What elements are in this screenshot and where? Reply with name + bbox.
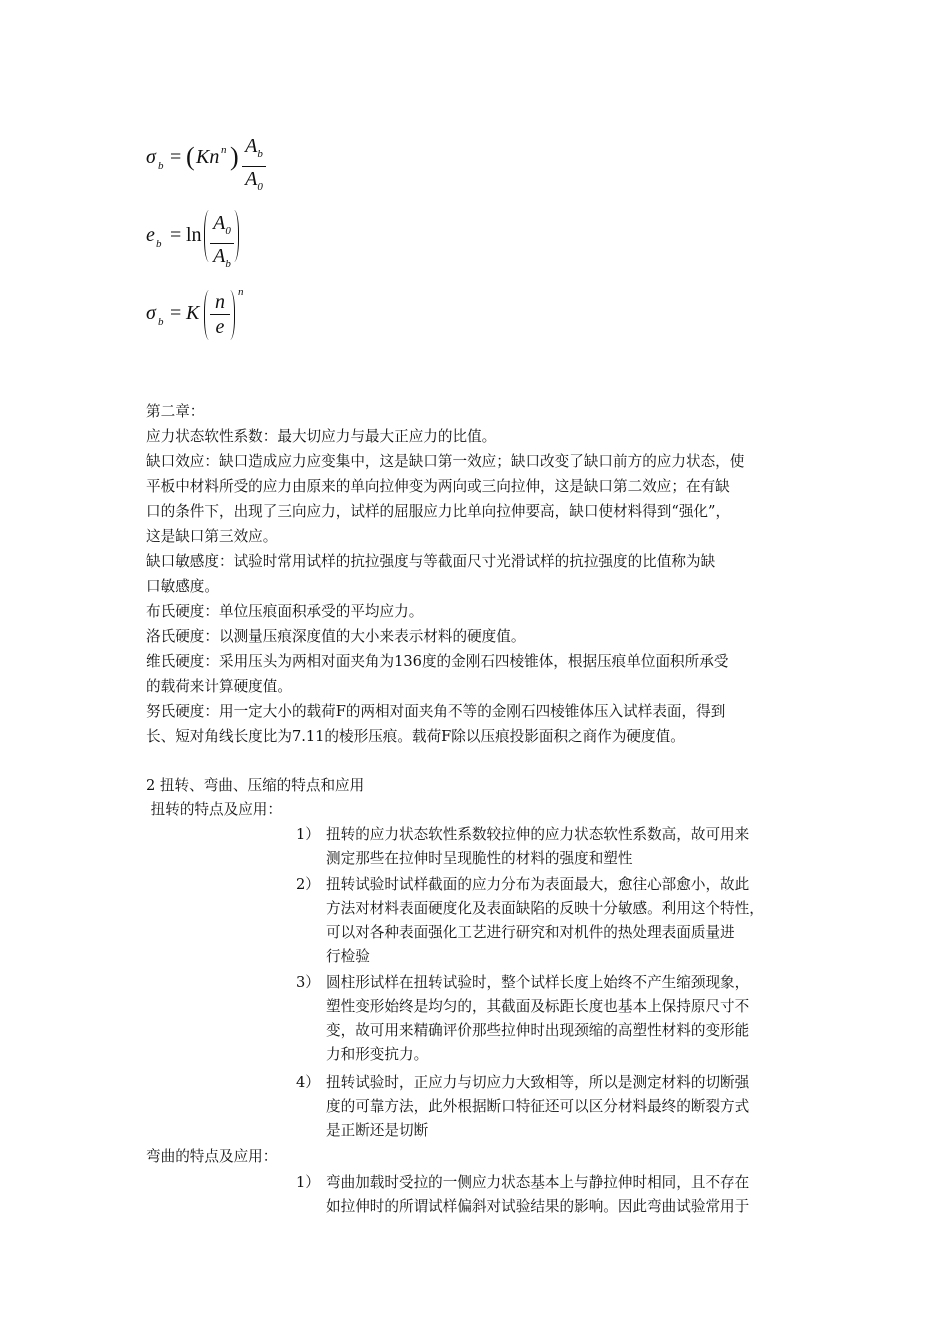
list-item-line: 测定那些在拉伸时呈现脆性的材料的强度和塑性	[326, 850, 633, 867]
fraction-numerator: n	[215, 291, 225, 313]
list-item-line: 扭转的应力状态软性系数较拉伸的应力状态软性系数高，故可用来	[326, 826, 750, 843]
list-item-line: 是正断还是切断	[326, 1122, 429, 1139]
fraction-numerator-sub: 0	[225, 225, 231, 237]
formula-fraction	[210, 212, 234, 275]
formula-instability-stress	[146, 286, 286, 346]
list-number: 1）	[296, 1174, 320, 1191]
fraction-numerator: A	[213, 212, 226, 234]
fraction-bar	[210, 243, 234, 244]
definition-line: 努氏硬度：用一定大小的载荷F的两相对面夹角不等的金刚石四棱锥体压入试样表面，得到	[146, 703, 726, 720]
definition-line: 平板中材料所受的应力由原来的单向拉伸变为两向或三向拉伸，这是缺口第二效应；在有缺	[146, 478, 730, 495]
formula-eq: =	[170, 146, 182, 168]
formula-fraction	[210, 291, 230, 338]
list-number: 3）	[296, 974, 320, 991]
formula-lhs: σ	[146, 146, 156, 168]
definition-line: 洛氏硬度：以测量压痕深度值的大小来表示材料的硬度值。	[146, 628, 526, 645]
list-item-line: 如拉伸时的所谓试样偏斜对试验结果的影响。因此弯曲试验常用于	[326, 1198, 750, 1215]
torsion-heading: 扭转的特点及应用：	[146, 801, 282, 818]
list-item-line: 扭转试验时，正应力与切应力大致相等，所以是测定材料的切断强	[326, 1074, 750, 1091]
formula-paren-right	[234, 210, 239, 262]
chapter-heading: 第二章：	[146, 403, 205, 420]
formula-lhs-sub: b	[156, 238, 162, 250]
formula-eq: =	[170, 224, 182, 246]
formula-true-strain	[146, 210, 286, 270]
list-item-line: 度的可靠方法，此外根据断口特征还可以区分材料最终的断裂方式	[326, 1098, 750, 1115]
formula-fraction	[242, 135, 266, 198]
definition-line: 的载荷来计算硬度值。	[146, 678, 292, 695]
formula-lhs-sub: b	[158, 316, 164, 328]
fraction-denominator-sub: 0	[257, 181, 263, 193]
formula-lhs-sub: b	[158, 160, 164, 172]
list-item-line: 力和形变抗力。	[326, 1046, 429, 1063]
formula-ln: ln	[186, 224, 202, 246]
definition-line: 长、短对角线长度比为7.11的棱形压痕。载荷F除以压痕投影面积之商作为硬度值。	[146, 728, 685, 745]
section-title: 2 扭转、弯曲、压缩的特点和应用	[146, 777, 365, 794]
list-item-line: 扭转试验时试样截面的应力分布为表面最大，愈往心部愈小，故此	[326, 876, 750, 893]
formula-paren-left	[204, 210, 209, 262]
list-item-line: 变，故可用来精确评价那些拉伸时出现颈缩的高塑性材料的变形能	[326, 1022, 750, 1039]
definition-line: 布氏硬度：单位压痕面积承受的平均应力。	[146, 603, 424, 620]
list-item-line: 塑性变形始终是均匀的，其截面及标距长度也基本上保持原尺寸不	[326, 998, 750, 1015]
list-item-line: 行检验	[326, 948, 370, 965]
list-number: 4）	[296, 1074, 320, 1091]
formula-lhs: σ	[146, 302, 156, 324]
formula-eq: =	[170, 302, 182, 324]
formula-exp: n	[238, 286, 244, 298]
fraction-denominator: e	[215, 316, 225, 338]
fraction-denominator: A	[245, 168, 258, 190]
list-number: 1）	[296, 826, 320, 843]
formula-lhs: e	[146, 224, 155, 246]
formula-ultimate-stress	[146, 135, 286, 193]
list-number: 2）	[296, 876, 320, 893]
fraction-bar	[210, 314, 230, 315]
formula-paren-right	[230, 290, 235, 340]
formula-paren-close: )	[230, 142, 239, 171]
definition-line: 口的条件下，出现了三向应力，试样的屈服应力比单向拉伸要高，缺口使材料得到“强化”，	[146, 503, 731, 520]
definition-line: 应力状态软性系数：最大切应力与最大正应力的比值。	[146, 428, 497, 445]
definition-line: 口敏感度。	[146, 578, 219, 595]
fraction-bar	[242, 166, 266, 167]
bending-heading: 弯曲的特点及应用：	[146, 1148, 278, 1165]
formula-k: Kn	[196, 146, 220, 168]
definition-line: 缺口敏感度：试验时常用试样的抗拉强度与等截面尺寸光滑试样的抗拉强度的比值称为缺	[146, 553, 716, 570]
list-item-line: 可以对各种表面强化工艺进行研究和对机件的热处理表面质量进	[326, 924, 735, 941]
definition-line: 这是缺口第三效应。	[146, 528, 278, 545]
fraction-denominator: A	[213, 245, 226, 267]
formula-k: K	[186, 302, 200, 324]
list-item-line: 方法对材料表面硬度化及表面缺陷的反映十分敏感。利用这个特性，	[326, 900, 764, 917]
list-item-line: 圆柱形试样在扭转试验时，整个试样长度上始终不产生缩颈现象，	[326, 974, 750, 991]
fraction-numerator: A	[245, 135, 258, 157]
fraction-denominator-sub: b	[225, 258, 231, 270]
definition-line: 维氏硬度：采用压头为两相对面夹角为136度的金刚石四棱锥体，根据压痕单位面积所承受	[146, 653, 729, 670]
formula-paren-open: (	[186, 142, 195, 171]
definition-line: 缺口效应：缺口造成应力应变集中，这是缺口第一效应；缺口改变了缺口前方的应力状态，使	[146, 453, 745, 470]
list-item-line: 弯曲加载时受拉的一侧应力状态基本上与静拉伸时相同，且不存在	[326, 1174, 750, 1191]
formula-exp: n	[221, 144, 227, 156]
fraction-numerator-sub: b	[257, 148, 263, 160]
formula-paren-left	[204, 290, 209, 340]
